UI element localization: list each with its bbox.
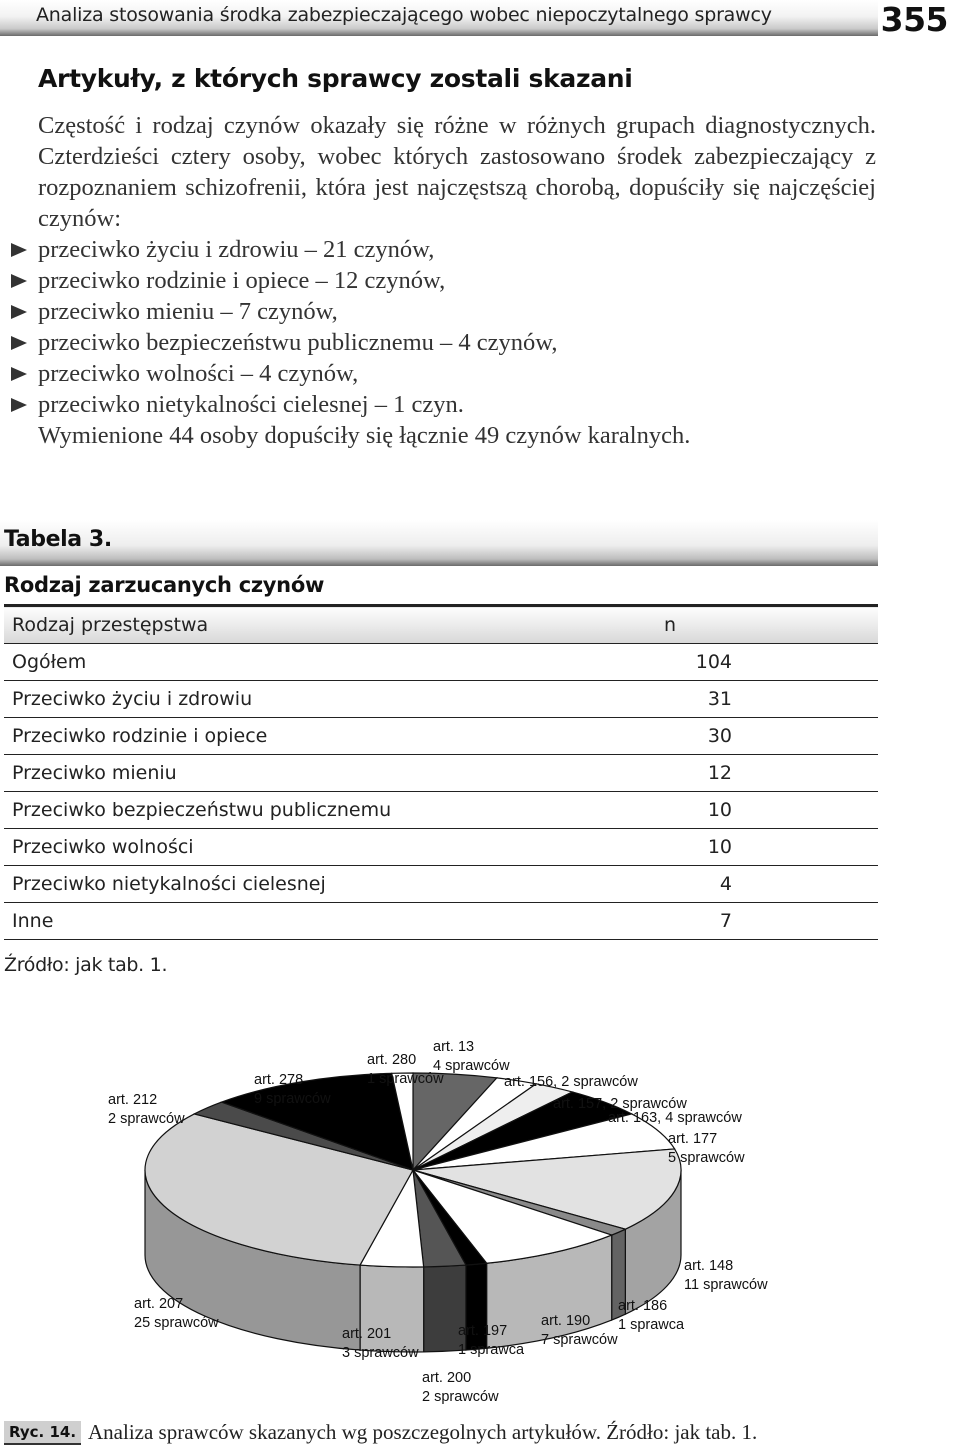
pie-label: art. 190 <box>541 1313 591 1329</box>
body-text <box>38 110 876 451</box>
pie-sublabel: 5 sprawców <box>668 1150 745 1166</box>
pie-label: art. 201 <box>342 1326 392 1342</box>
pie-chart <box>0 1020 960 1415</box>
arrow-bullet-icon <box>11 398 27 412</box>
table-cell-n: 7 <box>664 903 878 940</box>
pie-sublabel: 2 sprawców <box>108 1111 185 1127</box>
column-header-type: Rodzaj przestępstwa <box>4 606 664 644</box>
list-item <box>38 234 876 265</box>
page-number: 355 <box>880 0 948 39</box>
table-cell-n: 10 <box>664 829 878 866</box>
table-cell-n: 4 <box>664 866 878 903</box>
figure-caption: Analiza sprawców skazanych wg poszczegolnych artykułów. Źródło: jak tab. 1. <box>88 1420 758 1444</box>
table-cell-type: Przeciwko bezpieczeństwu publicznemu <box>4 792 664 829</box>
arrow-bullet-icon <box>11 243 27 257</box>
list-item-text: przeciwko rodzinie i opiece – 12 czynów, <box>38 267 446 294</box>
table-cell-type: Przeciwko rodzinie i opiece <box>4 718 664 755</box>
pie-label: art. 163, 4 sprawców <box>608 1110 742 1126</box>
table-header-row <box>4 606 878 644</box>
pie-sublabel: 1 sprawców <box>367 1071 444 1087</box>
list-item <box>38 327 876 358</box>
table-row <box>4 829 878 866</box>
pie-sublabel: 1 sprawca <box>458 1342 525 1358</box>
table-row <box>4 644 878 681</box>
table-row <box>4 755 878 792</box>
table-cell-n: 12 <box>664 755 878 792</box>
list-item <box>38 358 876 389</box>
list-item <box>38 389 876 420</box>
table-cell-type: Przeciwko mieniu <box>4 755 664 792</box>
list-item-text: przeciwko bezpieczeństwu publicznemu – 4 czynów, <box>38 329 558 356</box>
pie-label: art. 148 <box>684 1258 734 1274</box>
page-header <box>0 0 960 40</box>
list-item-text: przeciwko życiu i zdrowiu – 21 czynów, <box>38 236 435 263</box>
list-item <box>38 265 876 296</box>
running-title: Analiza stosowania środka zabezpieczającego wobec niepoczytalnego sprawcy <box>36 4 772 26</box>
list-item-text: przeciwko wolności – 4 czynów, <box>38 360 359 387</box>
offense-table <box>4 604 878 940</box>
pie-sublabel: 3 sprawców <box>342 1345 419 1361</box>
table-cell-n: 30 <box>664 718 878 755</box>
closing-sentence: Wymienione 44 osoby dopuściły się łącznie 49 czynów karalnych. <box>38 422 691 449</box>
table-row <box>4 718 878 755</box>
pie-label: art. 200 <box>422 1370 472 1386</box>
table-source: Źródło: jak tab. 1. <box>4 954 168 976</box>
table-caption-bar <box>0 520 878 566</box>
table-cell-n: 31 <box>664 681 878 718</box>
pie-sublabel: 1 sprawca <box>618 1317 685 1333</box>
pie-label: art. 156, 2 sprawców <box>504 1074 638 1090</box>
table-row <box>4 681 878 718</box>
pie-label: art. 207 <box>134 1296 184 1312</box>
figure-label: Ryc. 14. <box>4 1421 81 1445</box>
table-cell-type: Przeciwko wolności <box>4 829 664 866</box>
table-cell-type: Przeciwko nietykalności cielesnej <box>4 866 664 903</box>
column-header-n: n <box>664 606 878 644</box>
table-title: Rodzaj zarzucanych czynów <box>4 573 325 597</box>
pie-sublabel: 7 sprawców <box>541 1332 618 1348</box>
table-row <box>4 792 878 829</box>
pie-label: art. 177 <box>668 1131 718 1147</box>
list-item <box>38 296 876 327</box>
arrow-bullet-icon <box>11 274 27 288</box>
list-item-text: przeciwko nietykalności cielesnej – 1 czyn. <box>38 391 464 418</box>
table-cell-type: Inne <box>4 903 664 940</box>
pie-sublabel: 25 sprawców <box>134 1315 219 1331</box>
table-cell-n: 104 <box>664 644 878 681</box>
pie-sublabel: 4 sprawców <box>433 1058 510 1074</box>
pie-label: art. 280 <box>367 1052 417 1068</box>
table-row <box>4 903 878 940</box>
pie-label: art. 186 <box>618 1298 668 1314</box>
arrow-bullet-icon <box>11 336 27 350</box>
pie-label: art. 13 <box>433 1039 475 1055</box>
table-cell-type: Przeciwko życiu i zdrowiu <box>4 681 664 718</box>
intro-paragraph: Częstość i rodzaj czynów okazały się różne w różnych grupach diagnostycznych. Czterdzieści cztery osoby, wobec których zastosowano środek zabezpieczający z rozpoznaniem schizofrenii, która jest najczęstszą chorobą, dopuściły się najczęściej czynów: <box>38 112 876 232</box>
pie-sublabel: 9 sprawców <box>254 1091 331 1107</box>
pie-sublabel: 11 sprawców <box>684 1277 768 1293</box>
list-item-text: przeciwko mieniu – 7 czynów, <box>38 298 338 325</box>
pie-label: art. 278 <box>254 1072 304 1088</box>
arrow-bullet-icon <box>11 367 27 381</box>
table-row <box>4 866 878 903</box>
offense-list <box>38 234 876 420</box>
pie-sublabel: 2 sprawców <box>422 1389 499 1405</box>
pie-label: art. 212 <box>108 1092 158 1108</box>
arrow-bullet-icon <box>11 305 27 319</box>
pie-label: art. 157, 2 sprawców <box>553 1096 687 1112</box>
table-cell-type: Ogółem <box>4 644 664 681</box>
section-title: Artykuły, z których sprawcy zostali skazani <box>38 64 633 93</box>
table-label: Tabela 3. <box>4 527 112 552</box>
table-cell-n: 10 <box>664 792 878 829</box>
pie-label: art. 197 <box>458 1323 508 1339</box>
